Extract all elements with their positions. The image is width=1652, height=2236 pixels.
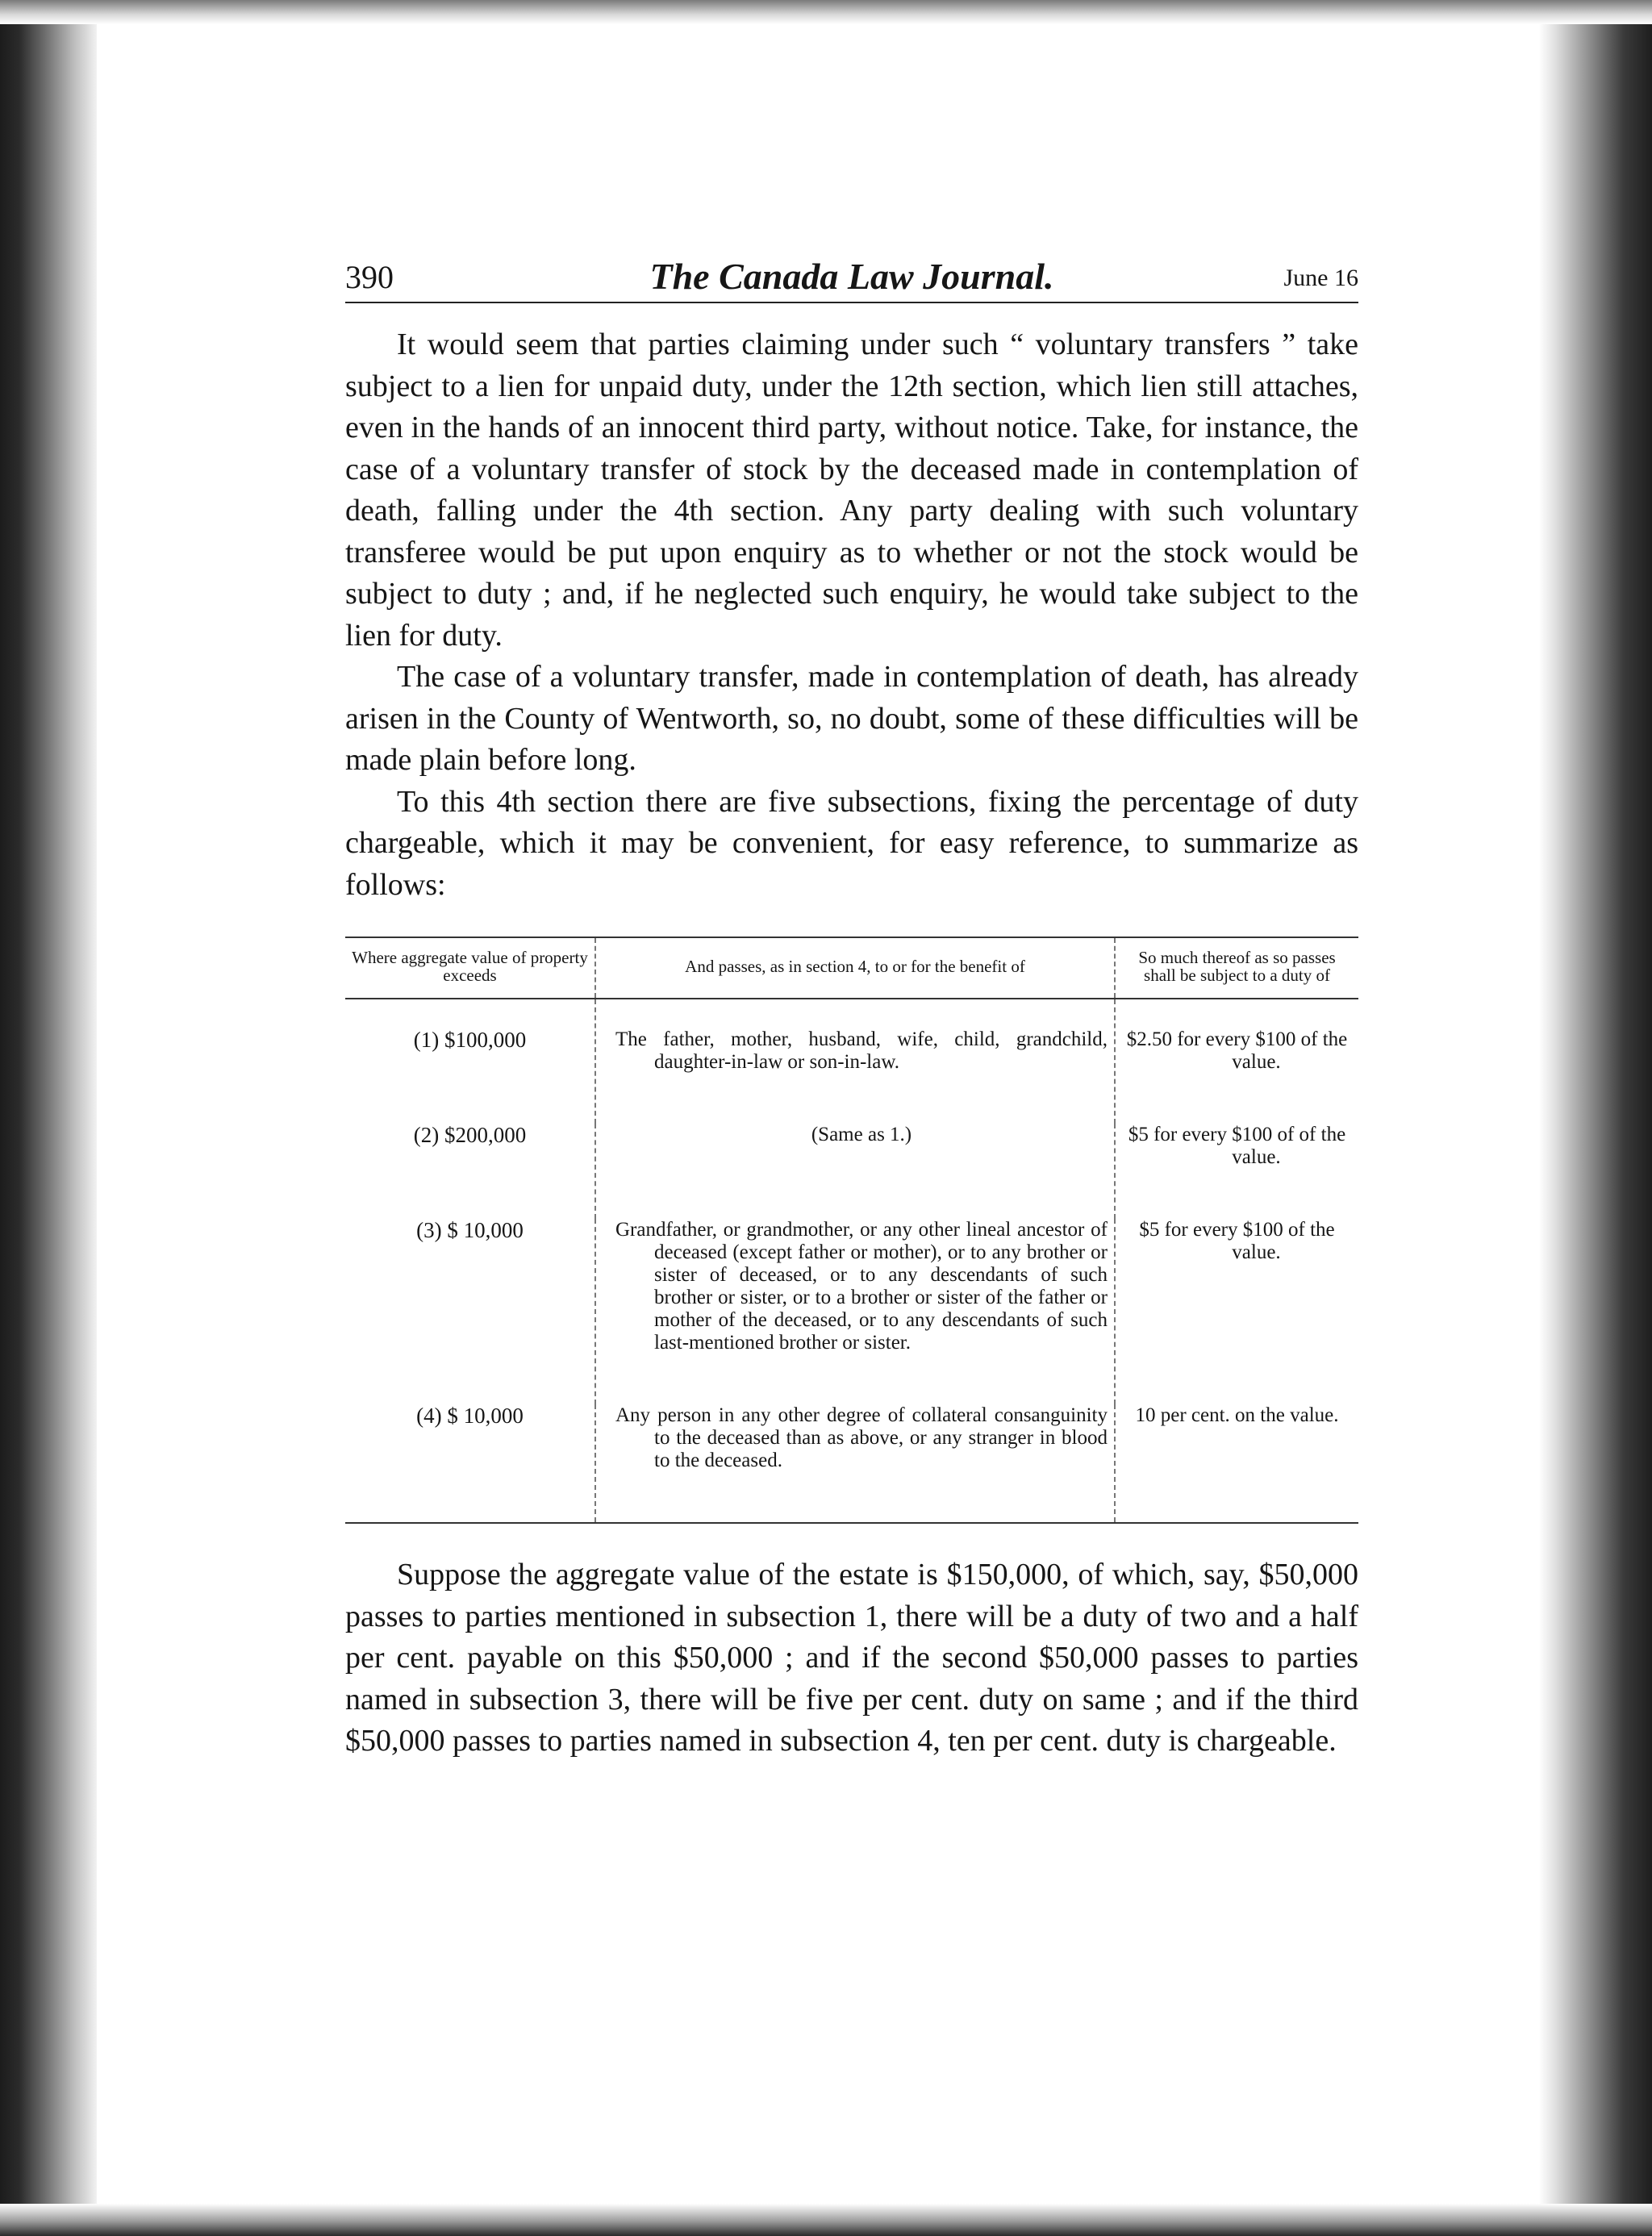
duty-text: 10 per cent. on the value. xyxy=(1135,1404,1339,1426)
beneficiaries-text: Grandfather, or grandmother, or any other lineal ancestor of deceased (except father or mother), or to any brother or sister of deceased, or to any descendants of such brother or sister, or to a brother or sister of the father or mother of the deceased, or to any descendants of such last-mentioned brother or sister. xyxy=(615,1219,1108,1354)
column-header-aggregate-value: Where aggregate value of property exceeds xyxy=(345,937,595,999)
row-duty xyxy=(1115,1219,1358,1404)
beneficiaries-text: (Same as 1.) xyxy=(811,1124,912,1145)
row-aggregate-value: (1) $100,000 xyxy=(413,1028,527,1052)
table-row xyxy=(345,1219,1358,1404)
duty-text: $5 for every $100 of of the value. xyxy=(1128,1124,1346,1168)
row-duty xyxy=(1115,1404,1358,1522)
scan-shadow-left xyxy=(0,0,97,2236)
column-header-duty: So much thereof as so passes shall be subject to a duty of xyxy=(1115,937,1358,999)
issue-date: June 16 xyxy=(1283,265,1358,291)
column-header-beneficiaries: And passes, as in section 4, to or for the benefit of xyxy=(595,937,1115,999)
table-row xyxy=(345,999,1358,1124)
row-beneficiaries xyxy=(595,999,1115,1124)
duty-text: $2.50 for every $100 of the value. xyxy=(1126,1028,1348,1073)
table-bottom-rule xyxy=(345,1522,1358,1524)
paragraph-example-estate: Suppose the aggregate value of the estate is $150,000, of which, say, $50,000 passes to parties mentioned in subsection 1, there will be a duty of two and a half per cent. payable on this $50,000 ; and if the second $50,000 passes to parties named in subsection 3, there will be five per cent. duty on same ; and if the third $50,000 passes to parties named in subsection 4, ten per cent. duty is chargeable. xyxy=(345,1558,1358,1758)
page-number: 390 xyxy=(345,259,394,295)
paragraph-wentworth-case: The case of a voluntary transfer, made in contemplation of death, has already arisen in the County of Wentworth, so, no doubt, some of these difficulties will be made plain before long. xyxy=(345,660,1358,777)
beneficiaries-text: Any person in any other degree of collateral consanguinity to the deceased than as above, or any stranger in blood to the deceased. xyxy=(615,1404,1108,1471)
scan-shadow-bottom xyxy=(0,2204,1652,2236)
running-head xyxy=(345,258,1358,303)
row-beneficiaries xyxy=(595,1219,1115,1404)
duty-schedule-table xyxy=(345,937,1358,1522)
journal-page xyxy=(345,258,1358,1763)
row-aggregate-value: (3) $ 10,000 xyxy=(416,1218,524,1242)
table-row xyxy=(345,1404,1358,1522)
duty-text: $5 for every $100 of the value. xyxy=(1139,1219,1335,1263)
row-aggregate-value: (4) $ 10,000 xyxy=(416,1404,524,1428)
scan-shadow-top xyxy=(0,0,1652,24)
paragraph-voluntary-transfers: It would seem that parties claiming under such “ voluntary transfers ” take subject to a lien for unpaid duty, under the 12th section, which lien still attaches, even in the hands of an innocent third party, without notice. Take, for instance, the case of a voluntary transfer of stock by the deceased made in contemplation of death, falling under the 4th section. Any party dealing with such voluntary transferee would be put upon enquiry as to whether or not the stock would be subject to duty ; and, if he neglected such enquiry, he would take subject to the lien for duty. xyxy=(345,327,1358,653)
journal-title: The Canada Law Journal. xyxy=(649,256,1054,297)
row-duty xyxy=(1115,1124,1358,1219)
beneficiaries-text: The father, mother, husband, wife, child, grandchild, daughter-in-law or son-in-law. xyxy=(615,1028,1108,1073)
row-duty xyxy=(1115,999,1358,1124)
row-beneficiaries xyxy=(595,1404,1115,1522)
row-aggregate-value: (2) $200,000 xyxy=(413,1123,527,1147)
paragraph-subsections-intro: To this 4th section there are five subsections, fixing the percentage of duty chargeable, which it may be convenient, for easy reference, to summarize as follows: xyxy=(345,784,1358,902)
scan-shadow-right xyxy=(1539,0,1652,2236)
row-beneficiaries xyxy=(595,1124,1115,1219)
table-header-row xyxy=(345,937,1358,999)
table-row xyxy=(345,1124,1358,1219)
